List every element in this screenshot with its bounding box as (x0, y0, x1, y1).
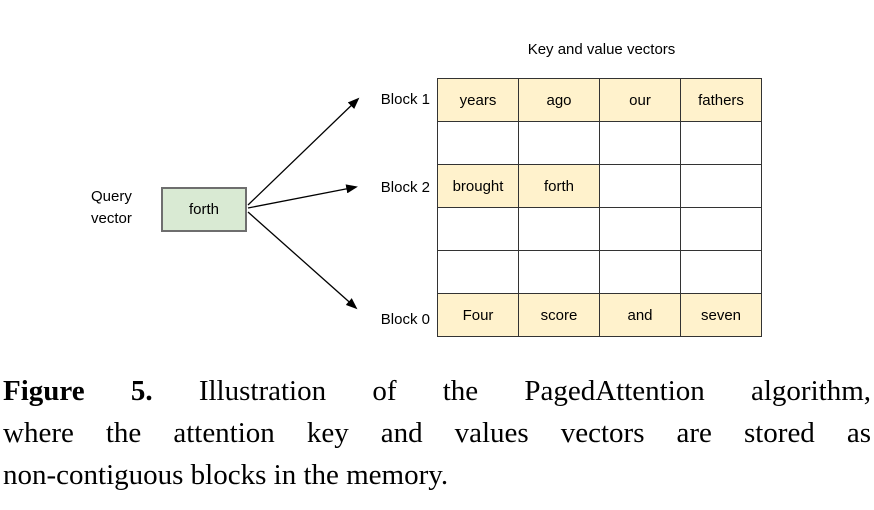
block-1-label: Block 1 (380, 91, 430, 108)
kv-cell-r5c1: score (519, 294, 600, 337)
kv-cell-r2c2 (600, 165, 681, 208)
kv-cell-r3c1 (519, 208, 600, 251)
query-vector-box (161, 187, 247, 232)
kv-cell-r1c0 (438, 122, 519, 165)
query-vector-label (91, 186, 132, 230)
kv-cell-r0c1: ago (519, 79, 600, 122)
arrow-to-block-0 (248, 212, 356, 308)
caption-figure-label: Figure 5. (3, 375, 153, 407)
kv-cell-r5c2: and (600, 294, 681, 337)
kv-cell-r4c1 (519, 251, 600, 294)
kv-cell-r4c2 (600, 251, 681, 294)
kv-cell-r4c0 (438, 251, 519, 294)
caption-line-2: where the attention key and values vectors are stored as (3, 417, 871, 449)
block-2-label: Block 2 (380, 179, 430, 196)
kv-cell-r5c3: seven (681, 294, 762, 337)
kv-cell-r2c0: brought (438, 165, 519, 208)
kv-cell-r3c2 (600, 208, 681, 251)
kv-cell-r0c0: years (438, 79, 519, 122)
caption-line-1 (3, 370, 871, 412)
caption-line-1-text: Illustration of the PagedAttention algorithm, (198, 375, 872, 407)
query-vector-label-line2: vector (91, 210, 132, 227)
kv-cell-r3c3 (681, 208, 762, 251)
figure-caption (0, 370, 874, 496)
kv-cell-r1c3 (681, 122, 762, 165)
kv-cell-r4c3 (681, 251, 762, 294)
kv-table-title: Key and value vectors (527, 41, 676, 58)
kv-cell-r1c2 (600, 122, 681, 165)
kv-table (437, 78, 762, 337)
kv-cell-r5c0: Four (438, 294, 519, 337)
query-token: forth (188, 201, 219, 218)
kv-cell-r0c2: our (600, 79, 681, 122)
kv-cell-r1c1 (519, 122, 600, 165)
caption-line-3: non-contiguous blocks in the memory. (3, 459, 449, 491)
kv-cell-r2c3 (681, 165, 762, 208)
block-0-label: Block 0 (380, 311, 430, 328)
query-vector-label-line1: Query (91, 188, 132, 205)
kv-cell-r3c0 (438, 208, 519, 251)
kv-cell-r0c3: fathers (681, 79, 762, 122)
kv-cell-r2c1: forth (519, 165, 600, 208)
